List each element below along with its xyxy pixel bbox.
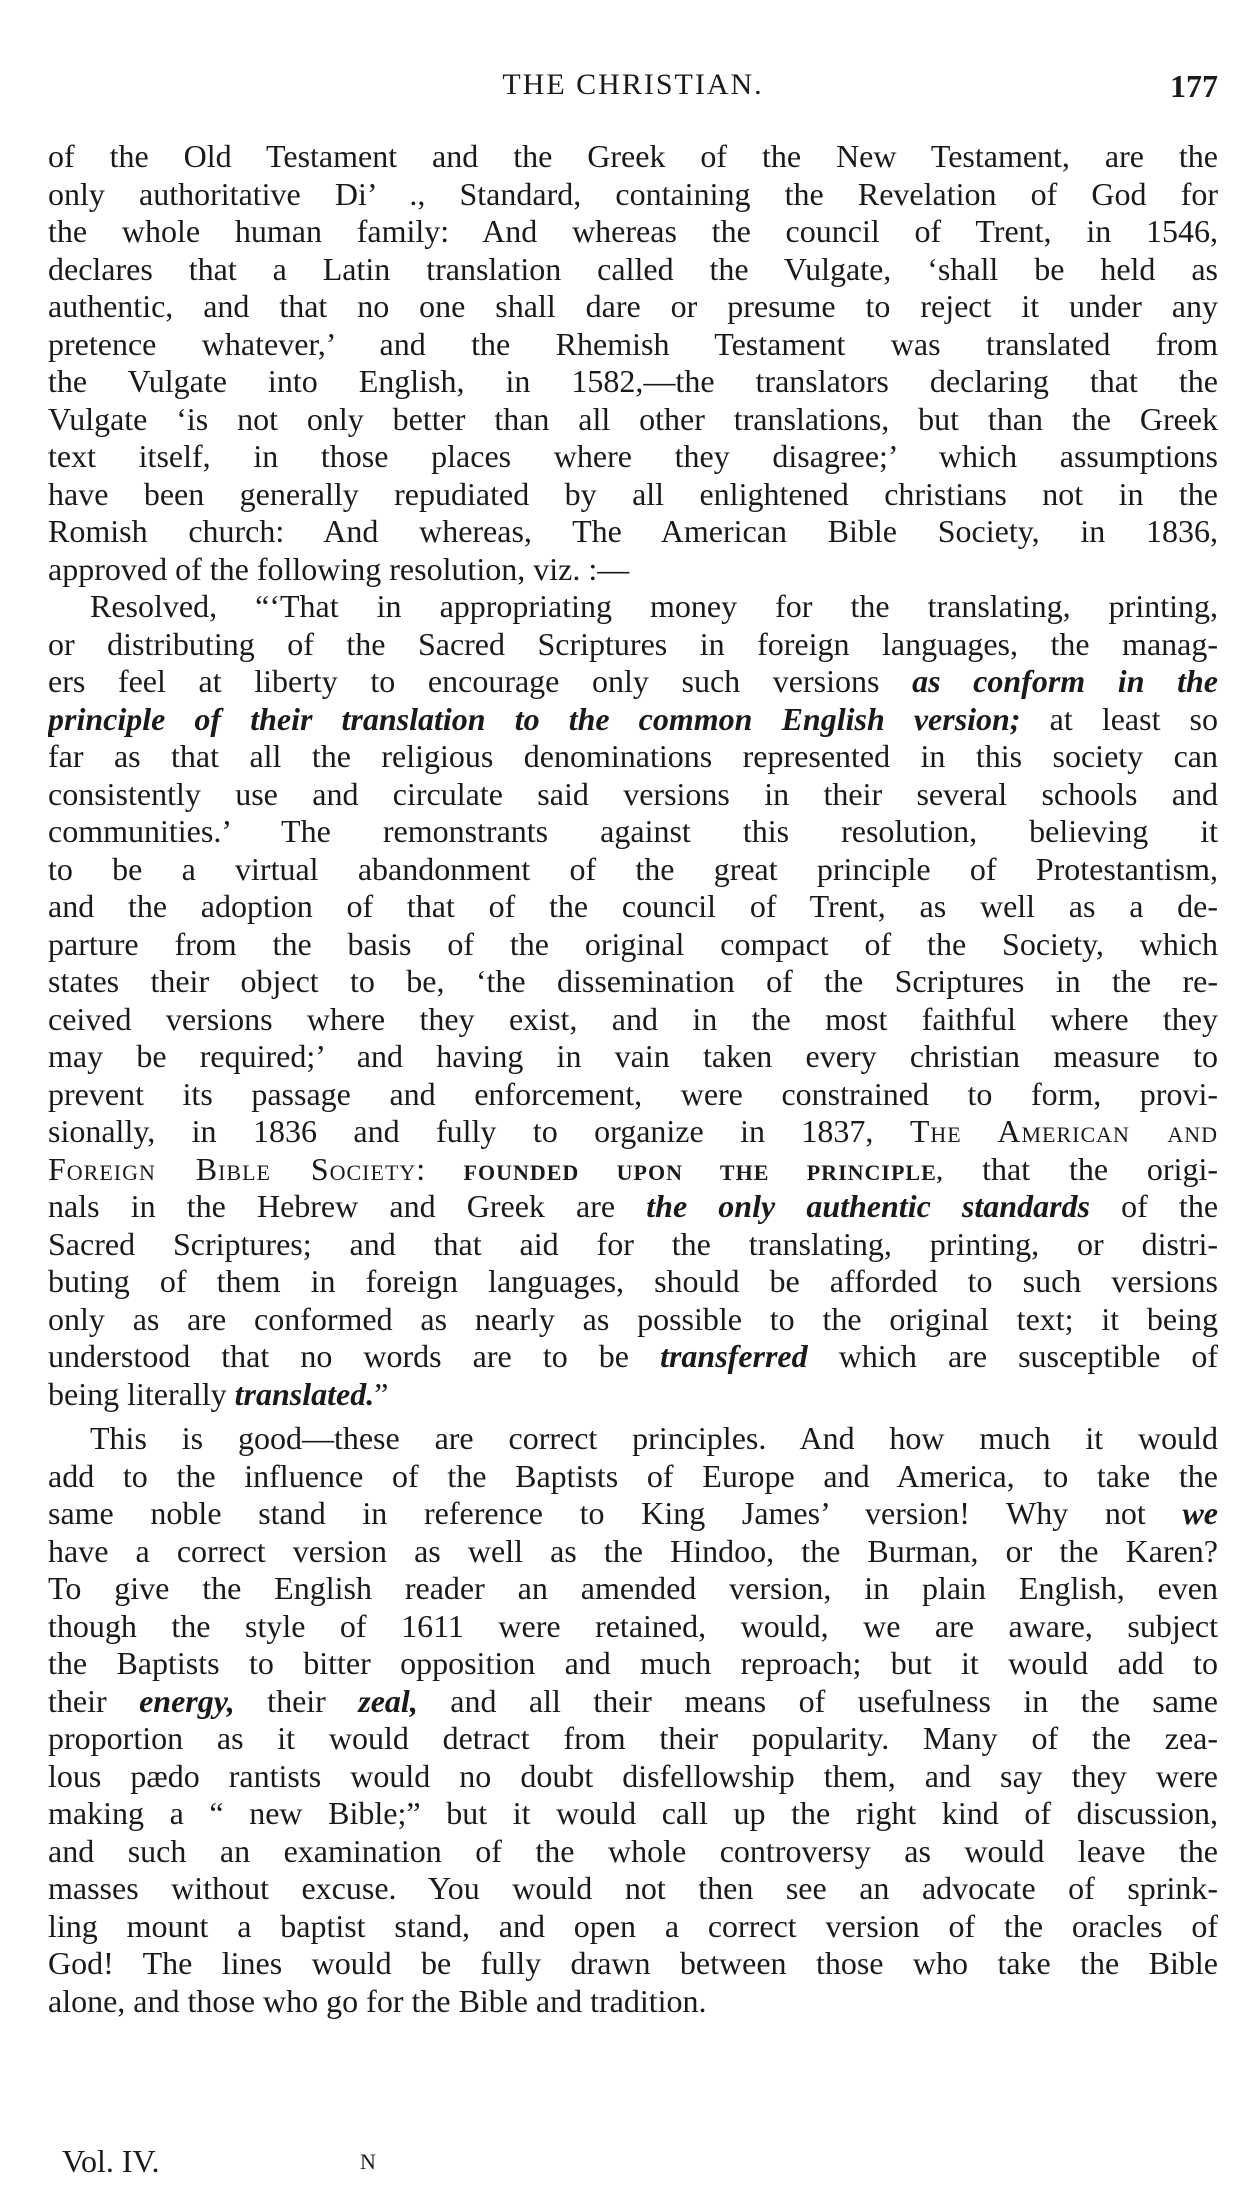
- text-line: text itself, in those places where they disagree;’ which assumptions: [48, 438, 1218, 474]
- text-line: to be a virtual abandonment of the great principle of Protestantism,: [48, 850, 1218, 887]
- text-line: the whole human family: And whereas the council of Trent, in 1546,: [48, 213, 1218, 249]
- text-line: principle of their translation to the common English version; at least so: [48, 700, 1218, 737]
- text-line: same noble stand in reference to King James’ version! Why not we: [48, 1495, 1218, 1531]
- page-number: 177: [1170, 68, 1218, 104]
- italic-emphasis: energy,: [139, 1682, 235, 1719]
- text-line: being literally translated.”: [48, 1375, 389, 1412]
- italic-emphasis: transferred: [660, 1338, 808, 1374]
- italic-emphasis: principle of their translation to the common English version;: [48, 700, 1021, 737]
- italic-emphasis: zeal,: [358, 1682, 418, 1719]
- text-line: nals in the Hebrew and Greek are the only authentic standards of the: [48, 1188, 1218, 1224]
- text-line: buting of them in foreign languages, should be afforded to such versions: [48, 1263, 1218, 1299]
- caps-phrase: FOUNDED UPON THE PRINCIPLE,: [426, 1159, 944, 1185]
- text-line: communities.’ The remonstrants against this resolution, believing it: [48, 813, 1218, 849]
- text-line: Foreign Bible Society: FOUNDED UPON THE PRINCIPLE, that the origi-: [48, 1150, 1218, 1187]
- text-line: and such an examination of the whole controversy as would leave the: [48, 1832, 1218, 1869]
- text-line: God! The lines would be fully drawn between those who take the Bible: [48, 1945, 1218, 1981]
- text-line: alone, and those who go for the Bible and tradition.: [48, 1982, 707, 2019]
- text-line: ers feel at liberty to encourage only such versions as conform in the: [48, 663, 1218, 699]
- text-line: or distributing of the Sacred Scriptures in foreign languages, the manag-: [48, 625, 1218, 662]
- text-line: have a correct version as well as the Hindoo, the Burman, or the Karen?: [48, 1532, 1218, 1569]
- text-line: have been generally repudiated by all enlightened christians not in the: [48, 475, 1218, 512]
- text-line: understood that no words are to be transferred which are susceptible of: [48, 1338, 1218, 1374]
- text-line: proportion as it would detract from their popularity. Many of the zea-: [48, 1720, 1218, 1756]
- text-line: prevent its passage and enforcement, were constrained to form, provi-: [48, 1075, 1218, 1112]
- text-line: the Baptists to bitter opposition and much reproach; but it would add to: [48, 1645, 1218, 1681]
- text-line: authentic, and that no one shall dare or presume to reject it under any: [48, 288, 1218, 324]
- italic-emphasis: the only authentic standards: [646, 1188, 1090, 1224]
- text-line: and the adoption of that of the council of Trent, as well as a de-: [48, 888, 1218, 924]
- text-line: To give the English reader an amended version, in plain English, even: [48, 1570, 1218, 1606]
- text-line: states their object to be, ‘the dissemination of the Scriptures in the re-: [48, 963, 1218, 999]
- text-line: Resolved, “‘That in appropriating money for the translating, printing,: [90, 588, 1218, 624]
- text-line: Sacred Scriptures; and that aid for the translating, printing, or distri-: [48, 1225, 1218, 1262]
- page-footer: [62, 2143, 462, 2183]
- text-line: masses without excuse. You would not then see an advocate of sprink-: [48, 1870, 1218, 1906]
- text-line: consistently use and circulate said versions in their several schools and: [48, 775, 1218, 812]
- running-title: THE CHRISTIAN.: [502, 68, 764, 101]
- text-line: may be required;’ and having in vain taken every christian measure to: [48, 1038, 1218, 1074]
- text-line: the Vulgate into English, in 1582,—the translators declaring that the: [48, 363, 1218, 399]
- text-line: pretence whatever,’ and the Rhemish Testament was translated from: [48, 325, 1218, 362]
- text-line: sionally, in 1836 and fully to organize in 1837, The American and: [48, 1113, 1218, 1149]
- text-line: ceived versions where they exist, and in the most faithful where they: [48, 1000, 1218, 1037]
- text-line: though the style of 1611 were retained, would, we are aware, subject: [48, 1607, 1218, 1644]
- small-caps-society-name: The American and: [909, 1113, 1218, 1149]
- volume-label: Vol. IV.: [62, 2143, 160, 2179]
- text-line: of the Old Testament and the Greek of the New Testament, are the: [48, 138, 1218, 174]
- running-head: [48, 68, 1218, 112]
- text-line: declares that a Latin translation called the Vulgate, ‘shall be held as: [48, 250, 1218, 287]
- text-line: Vulgate ‘is not only better than all other translations, but than the Greek: [48, 400, 1218, 437]
- signature-mark: N: [360, 2149, 376, 2174]
- text-line: ling mount a baptist stand, and open a correct version of the oracles of: [48, 1907, 1218, 1944]
- text-line: approved of the following resolution, viz. :—: [48, 550, 630, 587]
- text-line: Romish church: And whereas, The American Bible Society, in 1836,: [48, 513, 1218, 549]
- text-line: their energy, their zeal, and all their means of usefulness in the same: [48, 1682, 1218, 1719]
- italic-emphasis: we: [1182, 1495, 1218, 1531]
- text-line: only authoritative Di’ ., Standard, containing the Revelation of God for: [48, 175, 1218, 212]
- text-line: making a “ new Bible;” but it would call up the right kind of discussion,: [48, 1795, 1218, 1831]
- text-line: parture from the basis of the original compact of the Society, which: [48, 925, 1218, 962]
- text-line: lous pædo rantists would no doubt disfellowship them, and say they were: [48, 1757, 1218, 1794]
- italic-emphasis: as conform in the: [912, 663, 1218, 699]
- text-line: add to the influence of the Baptists of Europe and America, to take the: [48, 1457, 1218, 1494]
- body-text: [48, 138, 1218, 2020]
- italic-emphasis: translated.: [234, 1375, 375, 1412]
- small-caps-society-name: Foreign Bible Society:: [48, 1150, 427, 1187]
- text-line: This is good—these are correct principles. And how much it would: [90, 1420, 1218, 1456]
- text-line: far as that all the religious denominations represented in this society can: [48, 738, 1218, 774]
- text-line: only as are conformed as nearly as possible to the original text; it being: [48, 1300, 1218, 1337]
